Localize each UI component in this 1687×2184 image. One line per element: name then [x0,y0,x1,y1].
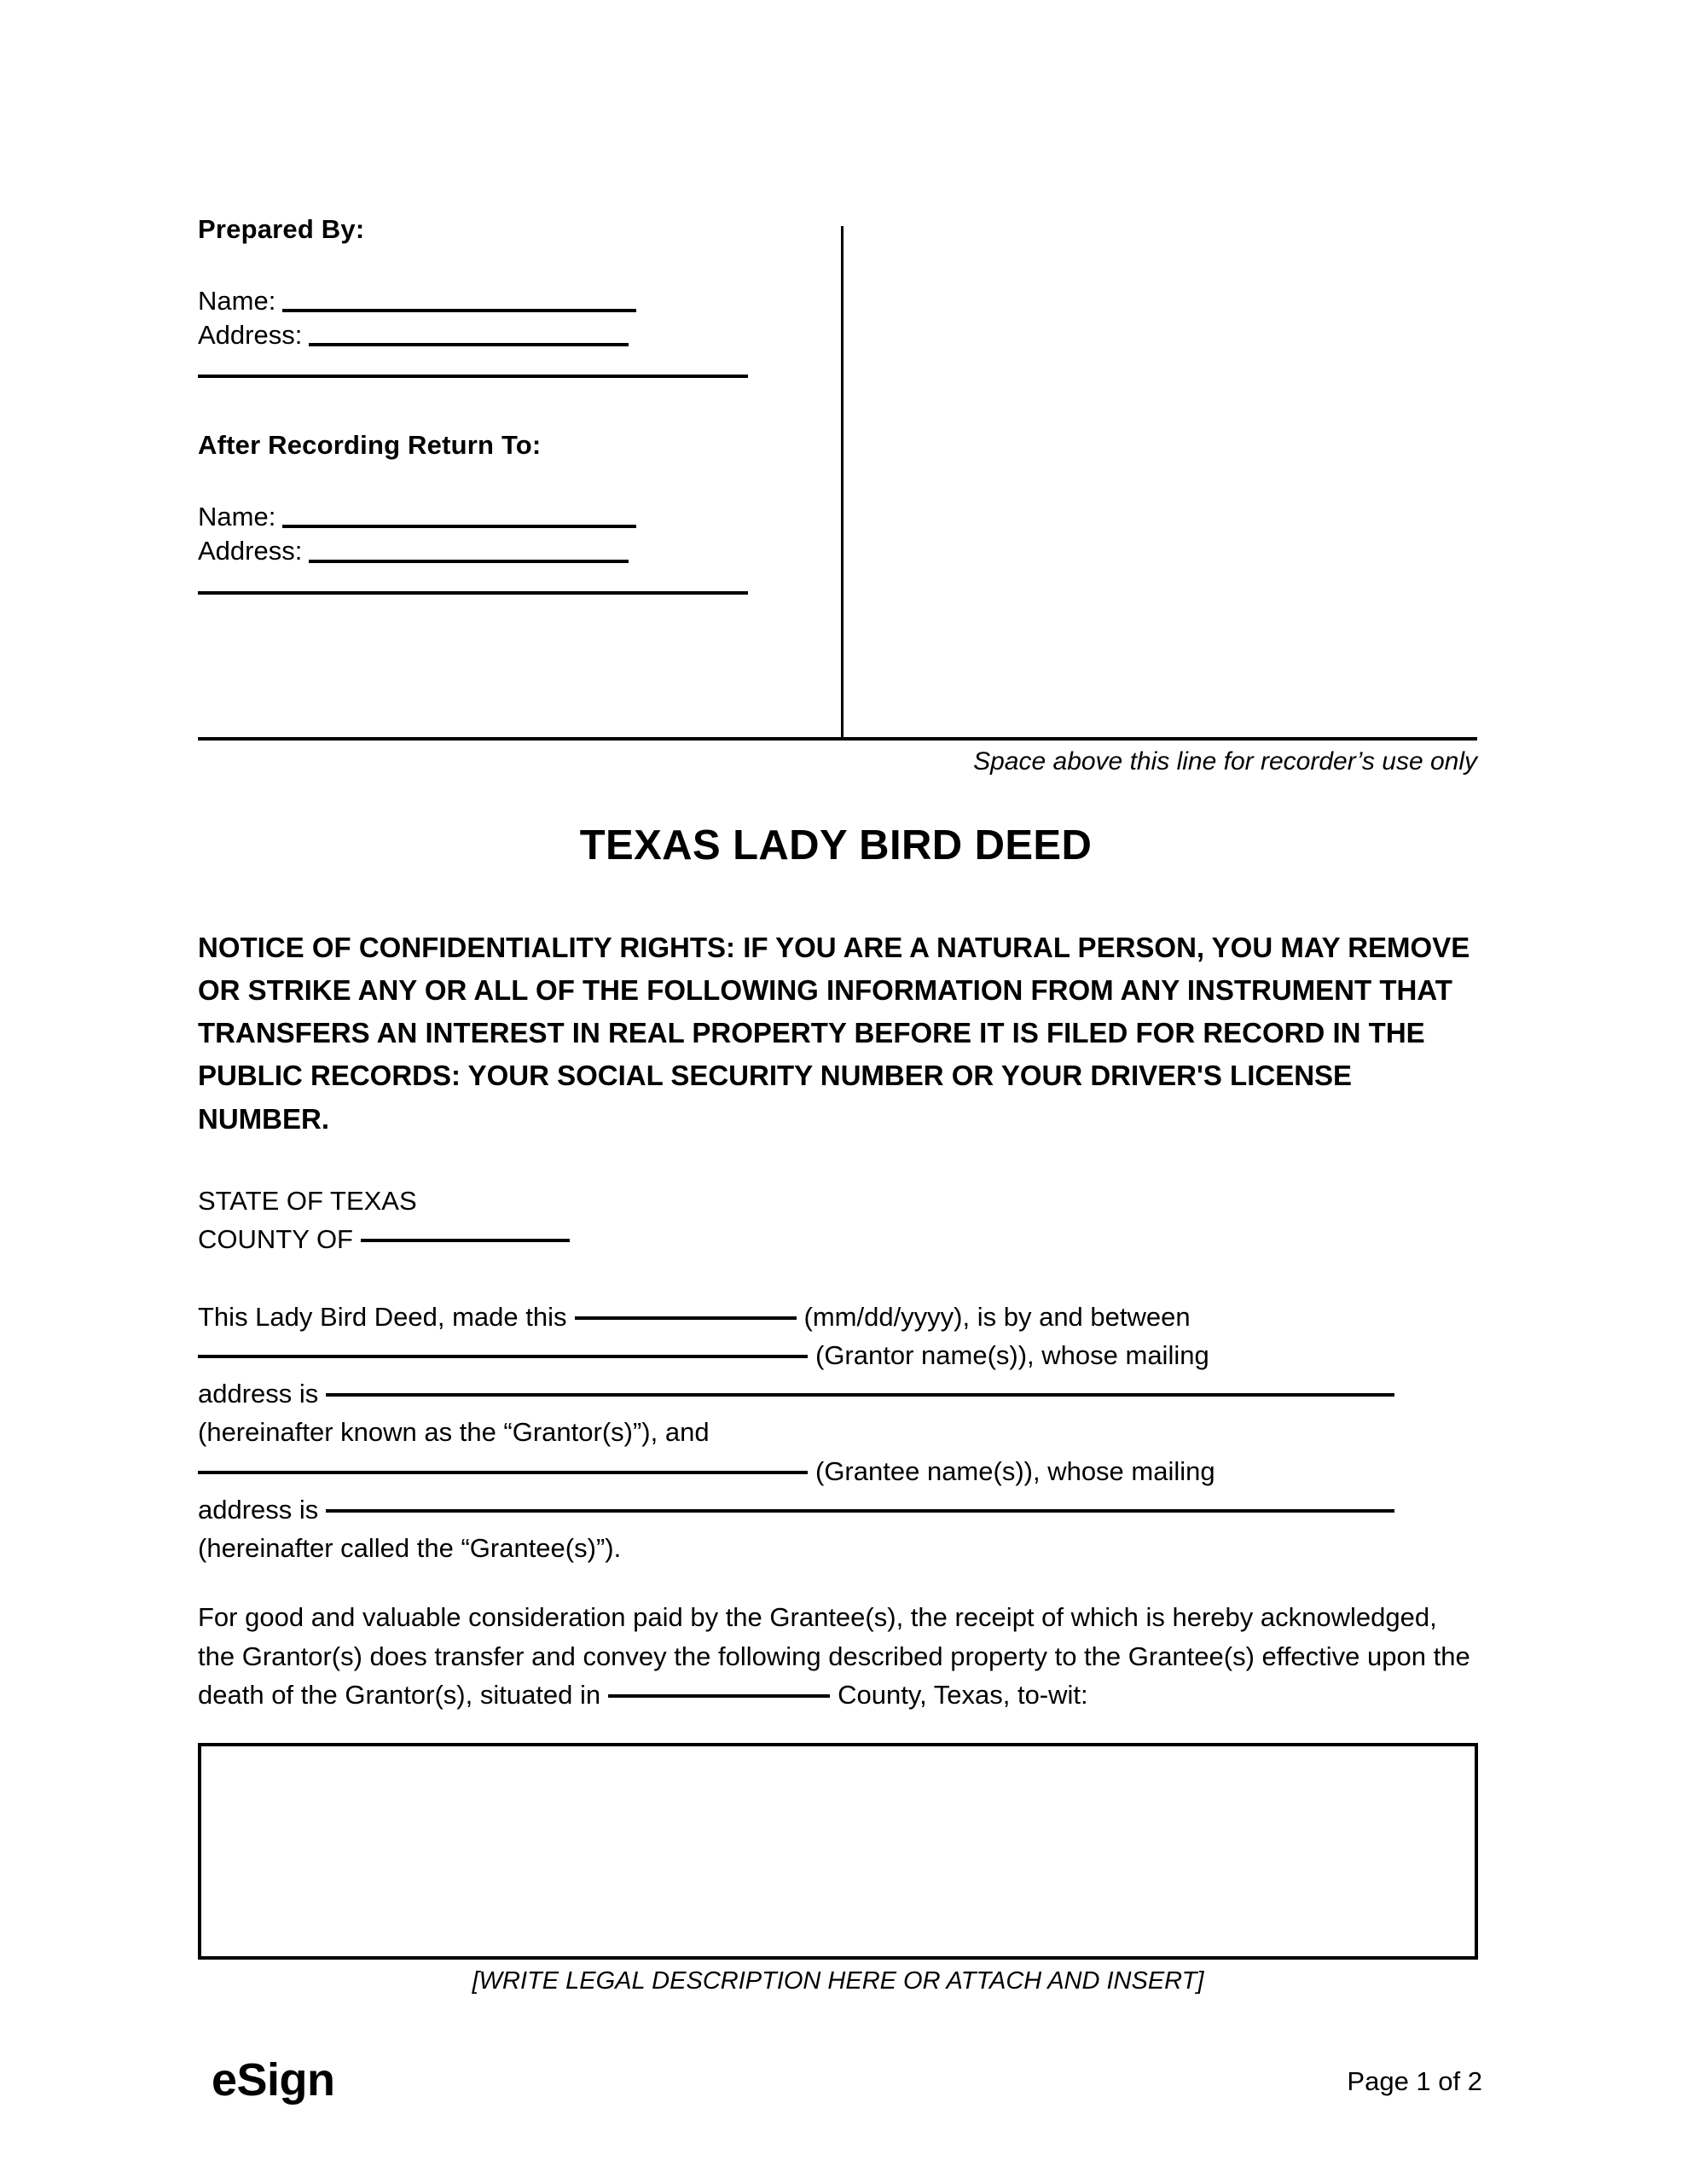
prepared-by-name-label: Name: [198,285,276,316]
grantee-name-row [198,1452,1477,1490]
recorder-vertical-divider [841,226,844,740]
grantor-name-row [198,1336,1477,1374]
prepared-by-name-input[interactable] [282,309,636,312]
recorder-bottom-rule [198,737,1477,741]
county-of-row [198,1220,1477,1258]
grantor-hereinafter-line: (hereinafter known as the “Grantor(s)”), and [198,1417,710,1448]
return-to-address-line2-input[interactable] [198,591,748,595]
deed-body [198,1182,1477,1714]
grantor-name-suffix: (Grantor name(s)), whose mailing [815,1339,1209,1370]
grantee-address-label: address is [198,1494,319,1525]
legal-description-caption: [WRITE LEGAL DESCRIPTION HERE OR ATTACH AND INSERT] [472,1967,1204,1995]
county-of-label: COUNTY OF [198,1224,353,1255]
page-indicator: Page 1 of 2 [1347,2066,1482,2096]
prepared-by-address-line2-input[interactable] [198,375,748,378]
state-of-texas-line: STATE OF TEXAS [198,1186,417,1216]
prepared-by-name-row [198,284,812,318]
confidentiality-notice: NOTICE OF CONFIDENTIALITY RIGHTS: IF YOU ARE A NATURAL PERSON, YOU MAY REMOVE OR STRIKE ANY OR ALL OF THE FOLLOWING INFORMATION FROM ANY INSTRUMENT THAT TRANSFERS AN INTEREST IN REAL PROPERTY BEFORE IT IS FILED FOR RECORD IN THE PUBLIC RECORDS: YOUR SOCIAL SECURITY NUMBER OR YOUR DRIVER'S LICENSE NUMBER. [198,932,1470,1135]
deed-intro-suffix: (mm/dd/yyyy), is by and between [803,1301,1191,1332]
prepared-by-address-label: Address: [198,320,303,351]
conveyance-text-part2: County, Texas, to-wit: [838,1679,1088,1710]
return-to-name-row [198,500,812,534]
grantor-address-label: address is [198,1379,319,1409]
grantee-hereinafter-line: (hereinafter called the “Grantee(s)”). [198,1533,622,1563]
prepared-by-address-row [198,318,812,352]
return-to-name-input[interactable] [282,525,636,528]
grantor-address-input[interactable] [326,1393,1394,1397]
grantee-name-suffix: (Grantee name(s)), whose mailing [815,1455,1215,1486]
recorder-use-caption: Space above this line for recorder’s use only [973,747,1477,775]
prepared-by-address-input[interactable] [309,343,629,346]
deed-intro-prefix: This Lady Bird Deed, made this [198,1301,567,1332]
return-to-address2-row [198,569,812,595]
conveyance-text-part1: For good and valuable consideration paid by the Grantee(s), the receipt of which is hereby acknowledged, the Grantor(s) does transfer and convey the following described property to the Grantee(s) effective upon the death of the Grantor(s), situated in [198,1602,1470,1710]
grantee-address-input[interactable] [326,1509,1394,1513]
prepared-by-fields [198,284,812,379]
return-to-address-label: Address: [198,536,303,566]
grantor-address-row [198,1374,1477,1413]
grantee-address-row [198,1490,1477,1529]
page-title: TEXAS LADY BIRD DEED [579,822,1093,868]
prepared-by-heading: Prepared By: [198,214,365,244]
grantor-name-input[interactable] [198,1355,808,1358]
recorder-header-block [198,213,1477,742]
county-input[interactable] [361,1239,570,1242]
grantee-name-input[interactable] [198,1471,808,1474]
conveyance-paragraph [198,1598,1477,1714]
legal-description-box[interactable] [198,1743,1478,1960]
deed-date-input[interactable] [575,1316,797,1320]
return-to-address-row [198,534,812,568]
return-to-heading: After Recording Return To: [198,430,542,461]
return-to-fields [198,500,812,595]
recorder-left-column [198,213,812,595]
property-county-input[interactable] [608,1694,830,1698]
prepared-by-address2-row [198,352,812,378]
return-to-address-input[interactable] [309,560,629,563]
return-to-name-label: Name: [198,502,276,532]
deed-date-row [198,1298,1477,1336]
esign-logo: eSign [212,2054,335,2106]
